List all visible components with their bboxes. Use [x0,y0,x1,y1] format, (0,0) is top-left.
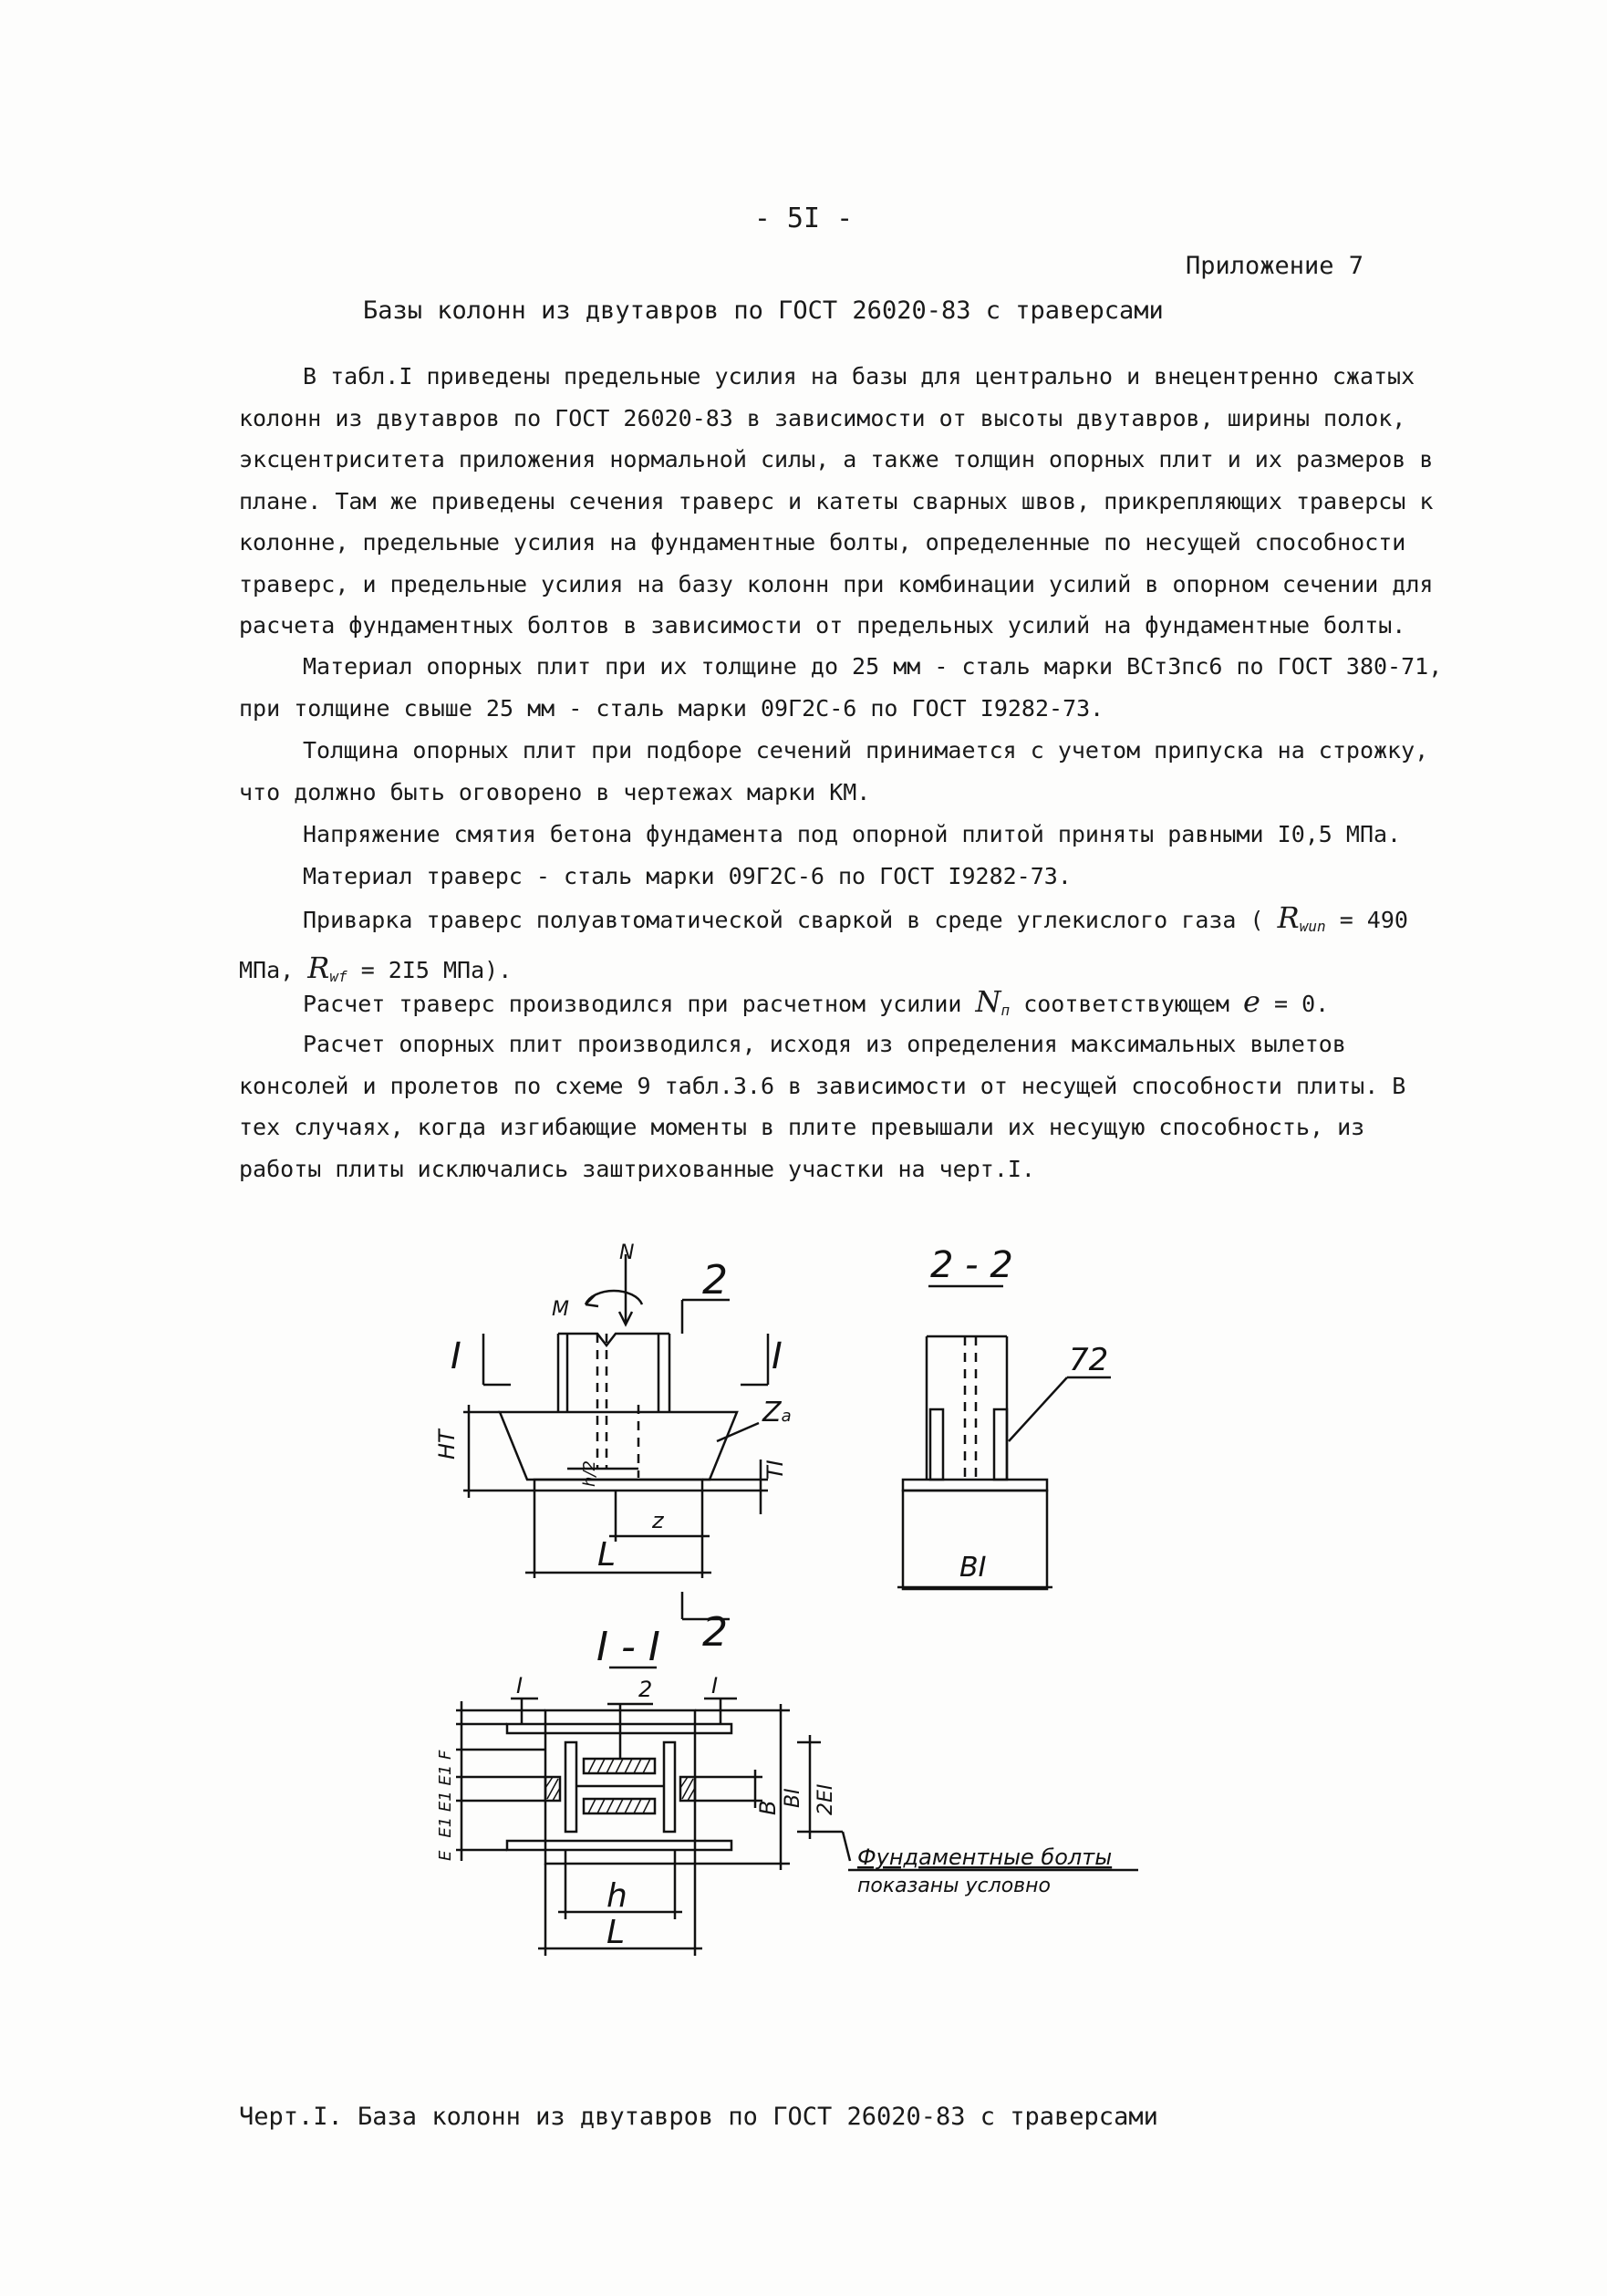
label-cut-2-top: 2 [702,1257,728,1304]
label-lead-2: 2 [638,1677,653,1702]
label-z: z [652,1508,664,1533]
label-E-dims: EE1 E1 E1 F [436,1750,455,1861]
paragraph-4: Напряжение смятия бетона фундамента под опорной плитой приняты равными I0,5 МПа. [303,821,1402,847]
label-BI: BI [782,1788,804,1808]
label-cut-2-bottom: 2 [702,1609,728,1656]
paragraph-1: В табл.I приведены предельные усилия на базы для центрально и внецентренно сжатых колонн из двутавров по ГОСТ 26020-83 в зависимости от высоты двутавров, ширины полок, эксцентриситета приложения нормальной силы, а также толщин опорных плит и их размеров в плане. Там же приведены сечения траверс и катеты сварных швов, прикрепляющих траверсы к колонне, предельные усилия на фундаментные болты, определенные по несущей способности траверс, и предельные усилия на базу колонн при комбинации усилий в опорном сечении для расчета фундаментных болтов в зависимости от предельных усилий на фундаментные болты. [239,363,1434,639]
figure-caption: Черт.I. База колонн из двутавров по ГОСТ 26020-83 с траверсами [239,2103,1158,2131]
label-lead-1-right: I [711,1673,719,1699]
label-half-h: h/2 [580,1460,599,1487]
paragraph-7: Расчет траверс производился при расчетном усилии $N_п$ соответствующем e = 0. [303,984,1330,1019]
label-h: h [607,1877,627,1915]
label-lead-1-left: I [516,1673,524,1699]
label-B1: BI [959,1552,987,1584]
label-za: Za [762,1397,792,1429]
paragraph-2: Материал опорных плит при их толщине до 25 мм - сталь марки ВСт3пс6 по ГОСТ 380-71, при толщине свыше 25 мм - сталь марки 09Г2С-6 по ГОСТ I9282-73. [239,653,1443,722]
label-M: M [552,1298,569,1321]
label-T1: TI [762,1460,788,1480]
label-HT: HT [434,1429,460,1460]
label-B: B [755,1800,781,1815]
label-section-2-2: 2 - 2 [930,1244,1013,1286]
label-L-elevation: L [597,1536,617,1574]
label-cut-1-right: I [772,1335,783,1377]
label-weld-72: 72 [1069,1342,1109,1378]
paragraph-3: Толщина опорных плит при подборе сечений принимается с учетом припуска на строжку, что должно быть оговорено в чертежах марки КМ. [239,737,1429,805]
appendix-label: Приложение 7 [1186,252,1364,280]
label-bolts-note-1: Фундаментные болты [857,1844,1113,1870]
label-2E1: 2EI [814,1783,837,1815]
label-cut-1-left: I [451,1335,461,1377]
label-section-1-1: I - I [596,1624,660,1670]
label-bolts-note-2: показаны условно [857,1875,1051,1897]
document-title: Базы колонн из двутавров по ГОСТ 26020-83 с траверсами [363,296,1164,325]
paragraph-6: Приварка траверс полуавтоматической сваркой в среде углекислого газа ( $R_{wun} = 490$ МПа, $R_{wf} = 2I5$ МПа). [239,900,1408,985]
label-L-plan: L [607,1914,626,1951]
label-N: N [619,1242,635,1264]
paragraph-5: Материал траверс - сталь марки 09Г2С-6 по ГОСТ I9282-73. [303,863,1072,889]
paragraph-8: Расчет опорных плит производился, исходя из определения максимальных вылетов консолей и пролетов по схеме 9 табл.3.6 в зависимости от несущей способности плиты. В тех случаях, когда изгибающие моменты в плите превышали их несущую способность, из работы плиты исключались заштрихованные участки на черт.I. [239,1031,1406,1182]
page-number: - 5I - [753,203,854,234]
